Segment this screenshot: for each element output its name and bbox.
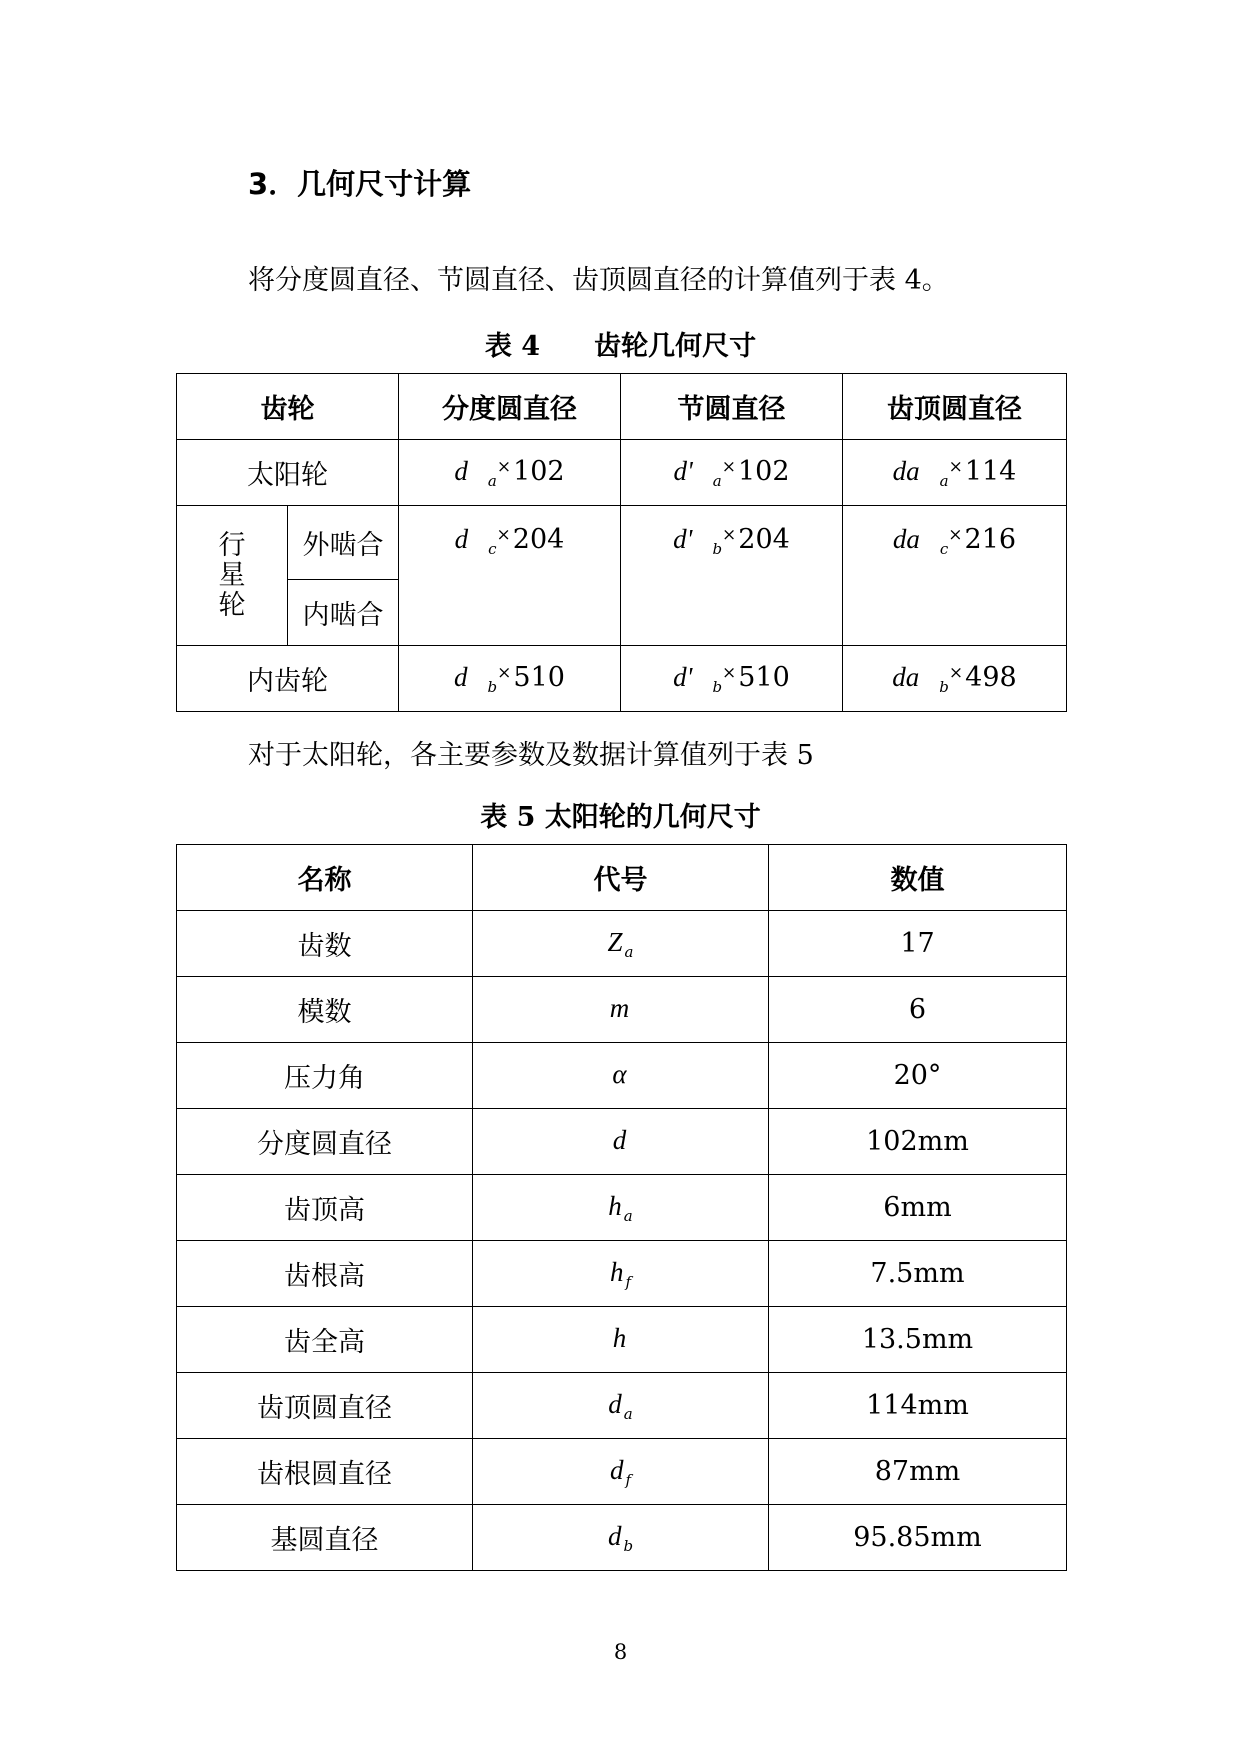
header-working-diameter: 节圆直径 — [621, 374, 843, 440]
sun-pitch-diameter: d $_a$×102 — [399, 440, 621, 506]
param-symbol: m — [473, 977, 769, 1043]
param-name: 齿根高 — [177, 1241, 473, 1307]
param-symbol: h $_a$ — [473, 1175, 769, 1241]
param-name: 齿数 — [177, 911, 473, 977]
param-symbol: h — [473, 1307, 769, 1373]
header-tip-diameter: 齿顶圆直径 — [843, 374, 1067, 440]
param-name: 分度圆直径 — [177, 1109, 473, 1175]
table4-header-row — [177, 374, 1067, 440]
param-name: 压力角 — [177, 1043, 473, 1109]
param-value: 6 — [769, 977, 1067, 1043]
planet-pitch-diameter: d $_c$×204 — [399, 506, 621, 646]
gear-dimensions-table — [176, 373, 1067, 712]
sun-working-diameter: d' $_a$×102 — [621, 440, 843, 506]
sun-tip-diameter: da $_a$×114 — [843, 440, 1067, 506]
param-name: 基圆直径 — [177, 1505, 473, 1571]
param-value: 102mm — [769, 1109, 1067, 1175]
sun-gear-dimensions-table — [176, 844, 1067, 1571]
param-value: 7.5mm — [769, 1241, 1067, 1307]
param-symbol: d $_b$ — [473, 1505, 769, 1571]
intro-paragraph: 将分度圆直径、节圆直径、齿顶圆直径的计算值列于表 4。 — [248, 265, 949, 296]
param-symbol: d $_f$ — [473, 1439, 769, 1505]
param-symbol: d $_a$ — [473, 1373, 769, 1439]
table-row — [177, 977, 1067, 1043]
param-symbol: Z $_a$ — [473, 911, 769, 977]
table-row — [177, 1373, 1067, 1439]
param-name: 齿顶圆直径 — [177, 1373, 473, 1439]
table-row — [177, 1307, 1067, 1373]
planet-working-diameter: d' $_b$×204 — [621, 506, 843, 646]
table-row — [177, 1505, 1067, 1571]
param-name: 模数 — [177, 977, 473, 1043]
ring-tip-diameter: da $_b$×498 — [843, 646, 1067, 712]
planet-gear-label: 行 星 轮 — [177, 506, 288, 646]
ring-working-diameter: d' $_b$×510 — [621, 646, 843, 712]
table-row — [177, 911, 1067, 977]
param-symbol: α — [473, 1043, 769, 1109]
ring-gear-row — [177, 646, 1067, 712]
header-name: 名称 — [177, 845, 473, 911]
param-symbol: h $_f$ — [473, 1241, 769, 1307]
param-name: 齿顶高 — [177, 1175, 473, 1241]
param-name: 齿全高 — [177, 1307, 473, 1373]
planet-outer-row — [177, 506, 1067, 580]
table4-caption: 表 4 齿轮几何尺寸 — [484, 331, 757, 362]
param-value: 95.85mm — [769, 1505, 1067, 1571]
header-pitch-diameter: 分度圆直径 — [399, 374, 621, 440]
param-name: 齿根圆直径 — [177, 1439, 473, 1505]
section-heading: 3．几何尺寸计算 — [248, 167, 472, 201]
param-value: 6mm — [769, 1175, 1067, 1241]
param-symbol: d — [473, 1109, 769, 1175]
sun-gear-label: 太阳轮 — [177, 440, 399, 506]
table-row — [177, 1439, 1067, 1505]
param-value: 20° — [769, 1043, 1067, 1109]
param-value: 17 — [769, 911, 1067, 977]
param-value: 87mm — [769, 1439, 1067, 1505]
page-number: 8 — [613, 1640, 628, 1664]
table-row — [177, 1175, 1067, 1241]
header-value: 数值 — [769, 845, 1067, 911]
header-symbol: 代号 — [473, 845, 769, 911]
planet-outer-mesh: 外啮合 — [288, 506, 399, 580]
table5-header-row — [177, 845, 1067, 911]
sun-gear-row — [177, 440, 1067, 506]
param-value: 114mm — [769, 1373, 1067, 1439]
table5-intro: 对于太阳轮，各主要参数及数据计算值列于表 5 — [248, 740, 814, 771]
ring-gear-label: 内齿轮 — [177, 646, 399, 712]
planet-tip-diameter: da $_c$×216 — [843, 506, 1067, 646]
table5-caption: 表 5 太阳轮的几何尺寸 — [480, 802, 761, 833]
ring-pitch-diameter: d $_b$×510 — [399, 646, 621, 712]
table-row — [177, 1043, 1067, 1109]
table-row — [177, 1241, 1067, 1307]
param-value: 13.5mm — [769, 1307, 1067, 1373]
planet-inner-mesh: 内啮合 — [288, 580, 399, 646]
header-gear: 齿轮 — [177, 374, 399, 440]
table-row — [177, 1109, 1067, 1175]
